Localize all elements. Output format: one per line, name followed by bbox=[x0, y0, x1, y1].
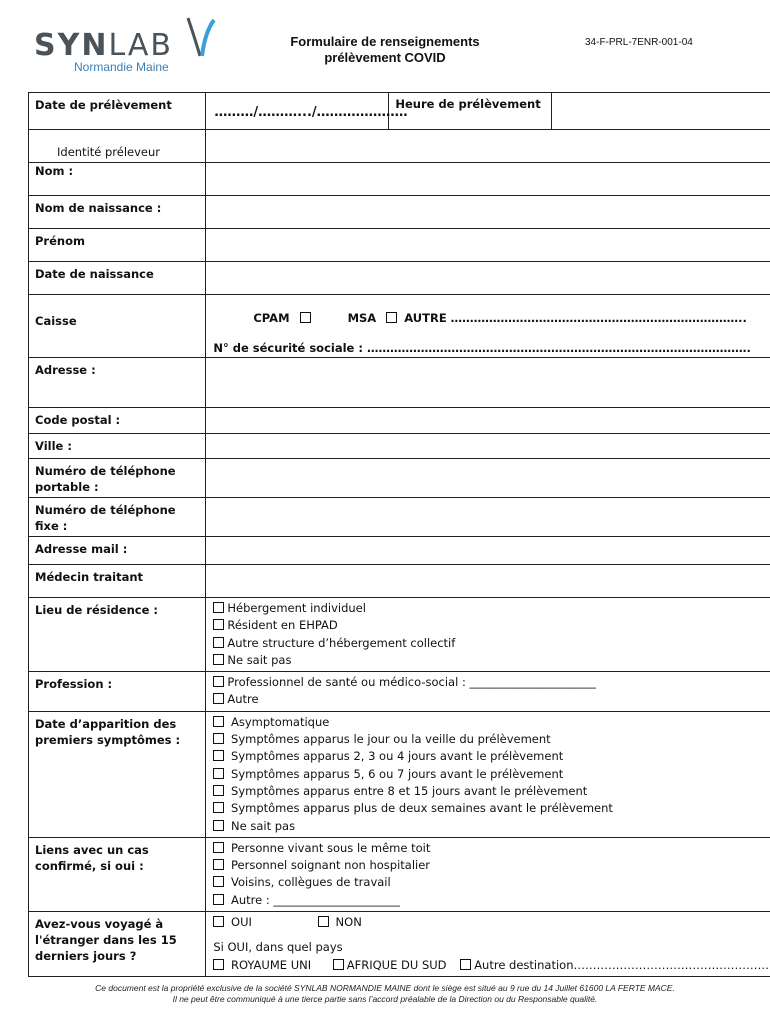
row-symptomes bbox=[29, 711, 770, 837]
time-field[interactable] bbox=[552, 93, 770, 129]
checkbox[interactable] bbox=[213, 876, 224, 887]
symptome-option: Ne sait pas bbox=[213, 818, 769, 835]
prenom-label: Prénom bbox=[29, 229, 206, 262]
tel-portable-label: Numéro de téléphone portable : bbox=[29, 459, 206, 498]
residence-options bbox=[206, 598, 770, 672]
securite-sociale-field[interactable]: N° de sécurité sociale : ………………………………………………………………………………………. bbox=[213, 341, 751, 355]
residence-option: Ne sait pas bbox=[213, 652, 769, 669]
liens-options bbox=[206, 837, 770, 911]
page-title: Formulaire de renseignements prélèvement COVID bbox=[290, 34, 480, 65]
checkbox[interactable] bbox=[213, 676, 224, 687]
code-postal-field[interactable] bbox=[206, 408, 770, 434]
logo-leaf-icon bbox=[184, 16, 220, 60]
code-postal-label: Code postal : bbox=[29, 408, 206, 434]
caisse-msa-checkbox[interactable] bbox=[386, 312, 397, 323]
profession-label: Profession : bbox=[29, 672, 206, 712]
symptome-option: Asymptomatique bbox=[213, 714, 769, 731]
checkbox[interactable] bbox=[213, 802, 224, 813]
voyage-non-checkbox[interactable] bbox=[318, 916, 329, 927]
row-ville bbox=[29, 434, 770, 459]
residence-option: Hébergement individuel bbox=[213, 600, 769, 617]
voyage-oui-label: OUI bbox=[231, 915, 252, 930]
profession-options bbox=[206, 672, 770, 712]
profession-option: Professionnel de santé ou médico-social : ______________________ bbox=[213, 674, 769, 691]
row-voyage bbox=[29, 912, 770, 977]
checkbox[interactable] bbox=[213, 820, 224, 831]
residence-option: Autre structure d’hébergement collectif bbox=[213, 635, 769, 652]
row-residence bbox=[29, 598, 770, 672]
nom-field[interactable] bbox=[206, 163, 770, 196]
footer-line2: Il ne peut être communiqué à une tierce partie sans l’accord préalable de la Direction ou du Responsable qualité. bbox=[172, 994, 598, 1004]
checkbox[interactable] bbox=[213, 785, 224, 796]
tel-portable-field[interactable] bbox=[206, 459, 770, 498]
profession-option: Autre bbox=[213, 691, 769, 708]
symptomes-options bbox=[206, 711, 770, 837]
checkbox[interactable] bbox=[213, 768, 224, 779]
pays-royaume-uni-checkbox[interactable] bbox=[213, 959, 224, 970]
symptome-option: Symptômes apparus 5, 6 ou 7 jours avant le prélèvement bbox=[213, 766, 769, 783]
tel-fixe-field[interactable] bbox=[206, 498, 770, 537]
caisse-cell bbox=[206, 295, 770, 358]
row-prenom bbox=[29, 229, 770, 262]
checkbox[interactable] bbox=[213, 859, 224, 870]
symptome-option: Symptômes apparus le jour ou la veille du prélèvement bbox=[213, 731, 769, 748]
voyage-non-label: NON bbox=[335, 915, 362, 930]
ville-field[interactable] bbox=[206, 434, 770, 459]
form-table bbox=[28, 92, 770, 977]
voyage-oui-checkbox[interactable] bbox=[213, 916, 224, 927]
tel-fixe-label: Numéro de téléphone fixe : bbox=[29, 498, 206, 537]
row-code-postal bbox=[29, 408, 770, 434]
checkbox[interactable] bbox=[213, 602, 224, 613]
row-date-naissance bbox=[29, 262, 770, 295]
row-medecin bbox=[29, 565, 770, 598]
time-label: Heure de prélèvement bbox=[389, 93, 552, 129]
row-mail bbox=[29, 537, 770, 565]
nom-naissance-label: Nom de naissance : bbox=[29, 196, 206, 229]
checkbox[interactable] bbox=[213, 619, 224, 630]
date-time-cell bbox=[206, 93, 770, 130]
preleveur-field[interactable] bbox=[206, 130, 770, 163]
voyage-si-oui: Si OUI, dans quel pays bbox=[213, 940, 343, 955]
caisse-cpam-checkbox[interactable] bbox=[300, 312, 311, 323]
caisse-msa-label: MSA bbox=[347, 311, 377, 325]
medecin-field[interactable] bbox=[206, 565, 770, 598]
symptomes-label: Date d’apparition des premiers symptômes : bbox=[29, 711, 206, 837]
voyage-options: OUI NON Si OUI, dans quel pays ROYAUME UNI AFRIQUE DU SUD Autre destination…………………………………………… bbox=[206, 912, 770, 977]
date-label: Date de prélèvement bbox=[29, 93, 206, 130]
ville-label: Ville : bbox=[29, 434, 206, 459]
logo-region: Normandie Maine bbox=[74, 60, 169, 74]
row-tel-fixe bbox=[29, 498, 770, 537]
checkbox[interactable] bbox=[213, 716, 224, 727]
synlab-logo bbox=[34, 14, 224, 76]
lien-option: Voisins, collègues de travail bbox=[213, 874, 769, 891]
row-profession bbox=[29, 672, 770, 712]
checkbox[interactable] bbox=[213, 654, 224, 665]
symptome-option: Symptômes apparus 2, 3 ou 4 jours avant le prélèvement bbox=[213, 748, 769, 765]
row-tel-portable bbox=[29, 459, 770, 498]
row-nom-naissance bbox=[29, 196, 770, 229]
checkbox[interactable] bbox=[213, 733, 224, 744]
checkbox[interactable] bbox=[213, 842, 224, 853]
medecin-label: Médecin traitant bbox=[29, 565, 206, 598]
caisse-label: Caisse bbox=[29, 295, 206, 358]
symptome-option: Symptômes apparus plus de deux semaines avant le prélèvement bbox=[213, 800, 769, 817]
checkbox[interactable] bbox=[213, 637, 224, 648]
residence-option: Résident en EHPAD bbox=[213, 617, 769, 634]
row-date-prelevement bbox=[29, 93, 770, 130]
footer bbox=[0, 983, 770, 1005]
checkbox[interactable] bbox=[213, 894, 224, 905]
nom-naissance-field[interactable] bbox=[206, 196, 770, 229]
row-caisse bbox=[29, 295, 770, 358]
mail-label: Adresse mail : bbox=[29, 537, 206, 565]
row-adresse bbox=[29, 358, 770, 408]
date-naissance-field[interactable] bbox=[206, 262, 770, 295]
prenom-field[interactable] bbox=[206, 229, 770, 262]
voyage-label: Avez-vous voyagé à l'étranger dans les 15 derniers jours ? bbox=[29, 912, 206, 977]
logo-wordmark: SYNLAB bbox=[34, 28, 173, 63]
date-field[interactable]: ………/……….../………………… bbox=[206, 93, 389, 129]
caisse-autre-label[interactable]: AUTRE ………………………………………………………………….. bbox=[404, 311, 747, 325]
checkbox[interactable] bbox=[213, 693, 224, 704]
pays-autre-checkbox[interactable] bbox=[460, 959, 471, 970]
symptome-option: Symptômes apparus entre 8 et 15 jours avant le prélèvement bbox=[213, 783, 769, 800]
nom-label: Nom : bbox=[29, 163, 206, 196]
document-reference: 34-F-PRL-7ENR-001-04 bbox=[585, 37, 693, 48]
checkbox[interactable] bbox=[213, 750, 224, 761]
row-liens bbox=[29, 837, 770, 911]
date-naissance-label: Date de naissance bbox=[29, 262, 206, 295]
caisse-cpam-label: CPAM bbox=[253, 311, 290, 325]
lien-option: Personnel soignant non hospitalier bbox=[213, 857, 769, 874]
footer-line1: Ce document est la propriété exclusive de la société SYNLAB NORMANDIE MAINE dont le siège est situé au 9 rue du 14 Juillet 61600 LA FERTE MACE. bbox=[95, 983, 675, 993]
lien-option: Autre : ______________________ bbox=[213, 892, 769, 909]
liens-label: Liens avec un cas confirmé, si oui : bbox=[29, 837, 206, 911]
pays-afrique-sud-checkbox[interactable] bbox=[333, 959, 344, 970]
adresse-label: Adresse : bbox=[29, 358, 206, 408]
preleveur-label: Identité préleveur bbox=[29, 130, 206, 163]
residence-label: Lieu de résidence : bbox=[29, 598, 206, 672]
row-nom bbox=[29, 163, 770, 196]
lien-option: Personne vivant sous le même toit bbox=[213, 840, 769, 857]
row-preleveur bbox=[29, 130, 770, 163]
adresse-field[interactable] bbox=[206, 358, 770, 408]
mail-field[interactable] bbox=[206, 537, 770, 565]
